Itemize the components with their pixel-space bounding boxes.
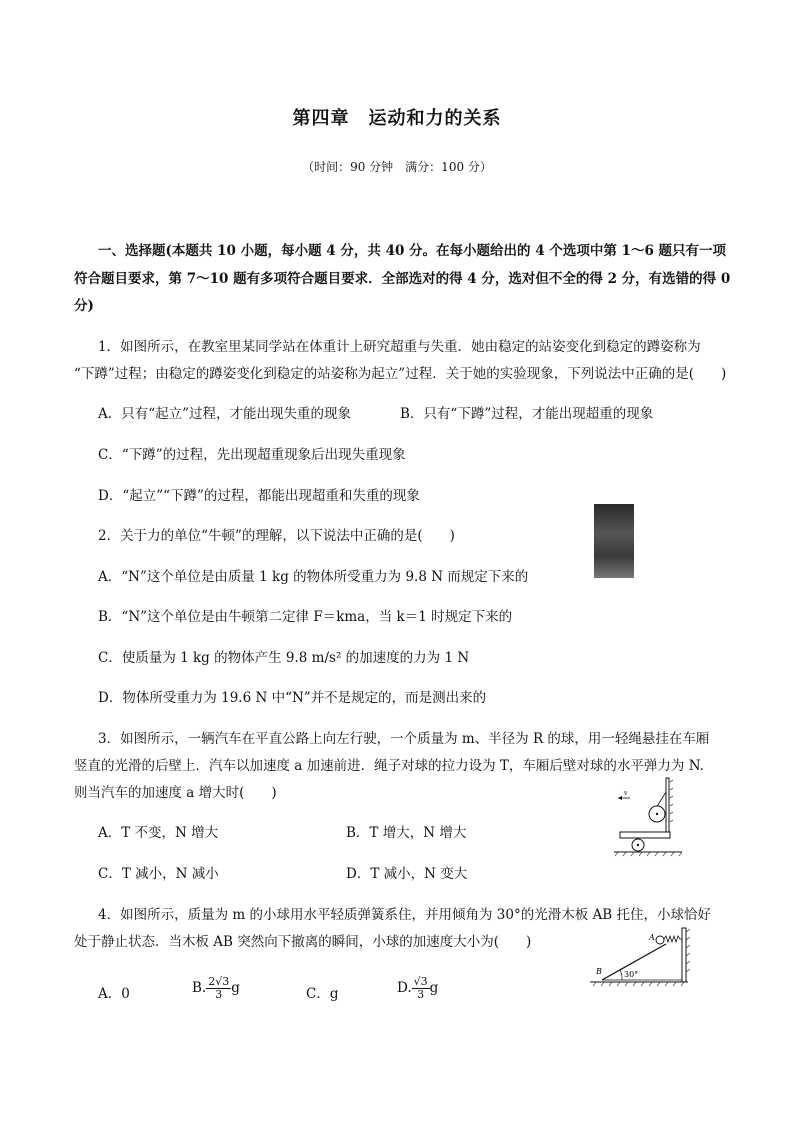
q4-point-b-label: B: [596, 967, 602, 976]
section-instructions-line1: 一、选择题(本题共 10 小题，每小题 4 分，共 40 分。在每小题给出的 4 个选项中第 1～6 题只有一项: [98, 243, 727, 259]
exam-info: （时间：90 分钟 满分：100 分）: [302, 160, 492, 174]
section-instructions-line3: 分): [74, 298, 94, 314]
q4-option-d-prefix: D.: [397, 980, 412, 996]
chapter-title: 第四章 运动和力的关系: [292, 108, 502, 129]
q4-option-b: [192, 976, 240, 1001]
q1-stem-line1: 1．如图所示，在教室里某同学站在体重计上研究超重与失重．她由稳定的站姿变化到稳定的蹲姿称为: [98, 339, 701, 355]
q4-option-d-denominator: 3: [417, 988, 425, 1001]
q3-truck-figure: [610, 774, 686, 864]
q1-option-c: C．“下蹲”的过程，先出现超重现象后出现失重现象: [98, 447, 406, 463]
q3-option-b: B．T 增大，N 增大: [346, 825, 467, 841]
student-photo: [594, 504, 634, 578]
q4-option-d-numerator: √3: [413, 975, 428, 988]
section-instructions-line2: 符合题目要求，第 7～10 题有多项符合题目要求．全部选对的得 4 分，选对但不全的得 2 分，有选错的得 0: [74, 271, 731, 287]
q4-option-b-unit: g: [231, 980, 240, 996]
q4-point-a-label: A: [649, 933, 655, 942]
q4-option-c: C．g: [306, 986, 339, 1002]
q2-option-d: D．物体所受重力为 19.6 N 中“N”并不是规定的，而是测出来的: [98, 690, 487, 706]
q4-option-a: A．0: [98, 986, 130, 1002]
q3-option-a: A．T 不变，N 增大: [98, 825, 219, 841]
q2-stem: 2．关于力的单位“牛顿”的理解，以下说法中正确的是( ): [98, 528, 455, 544]
q4-stem-line1: 4．如图所示，质量为 m 的小球用水平轻质弹簧系住，并用倾角为 30°的光滑木板 AB 托住，小球恰好: [98, 907, 711, 923]
q2-option-a: A．“N”这个单位是由质量 1 kg 的物体所受重力为 9.8 N 而规定下来的: [98, 569, 529, 585]
q3-stem-line3: 则当汽车的加速度 a 增大时( ): [74, 785, 277, 801]
q4-option-d-fraction: [412, 976, 430, 1001]
q2-option-b: B．“N”这个单位是由牛顿第二定律 F＝kma，当 k＝1 时规定下来的: [98, 609, 513, 625]
q4-option-b-numerator: 2√3: [208, 975, 230, 988]
q3-stem-line2: 竖直的光滑的后壁上．汽车以加速度 a 加速前进．绳子对球的拉力设为 T，车厢后壁对球的水平弹力为 N.: [74, 758, 704, 774]
q4-incline-figure: [588, 924, 694, 990]
q4-stem-line2: 处于静止状态．当木板 AB 突然向下撤离的瞬间，小球的加速度大小为( ): [74, 934, 532, 950]
q4-option-b-prefix: B.: [192, 980, 207, 996]
q1-option-a: A．只有“起立”过程，才能出现失重的现象: [98, 406, 352, 422]
q4-option-d: [397, 976, 438, 1001]
q3-option-d: D．T 减小，N 变大: [346, 866, 468, 882]
q4-option-b-denominator: 3: [215, 988, 223, 1001]
q3-option-c: C．T 减小，N 减小: [98, 866, 219, 882]
q1-option-d: D．“起立”“下蹲”的过程，都能出现超重和失重的现象: [98, 488, 420, 504]
q1-option-b: B．只有“下蹲”过程，才能出现超重的现象: [400, 406, 654, 422]
q3-velocity-label: v: [624, 790, 628, 797]
q4-option-d-unit: g: [429, 980, 439, 996]
q4-angle-label: 30°: [624, 970, 639, 979]
q1-stem-line2: “下蹲”过程；由稳定的蹲姿变化到稳定的站姿称为起立”过程．关于她的实验现象，下列说法中正确的是( ): [74, 366, 727, 382]
q3-stem-line1: 3．如图所示，一辆汽车在平直公路上向左行驶，一个质量为 m、半径为 R 的球，用一轻绳悬挂在车厢: [98, 731, 710, 747]
q4-option-b-fraction: [206, 976, 231, 1001]
q2-option-c: C．使质量为 1 kg 的物体产生 9.8 m/s² 的加速度的力为 1 N: [98, 650, 470, 666]
